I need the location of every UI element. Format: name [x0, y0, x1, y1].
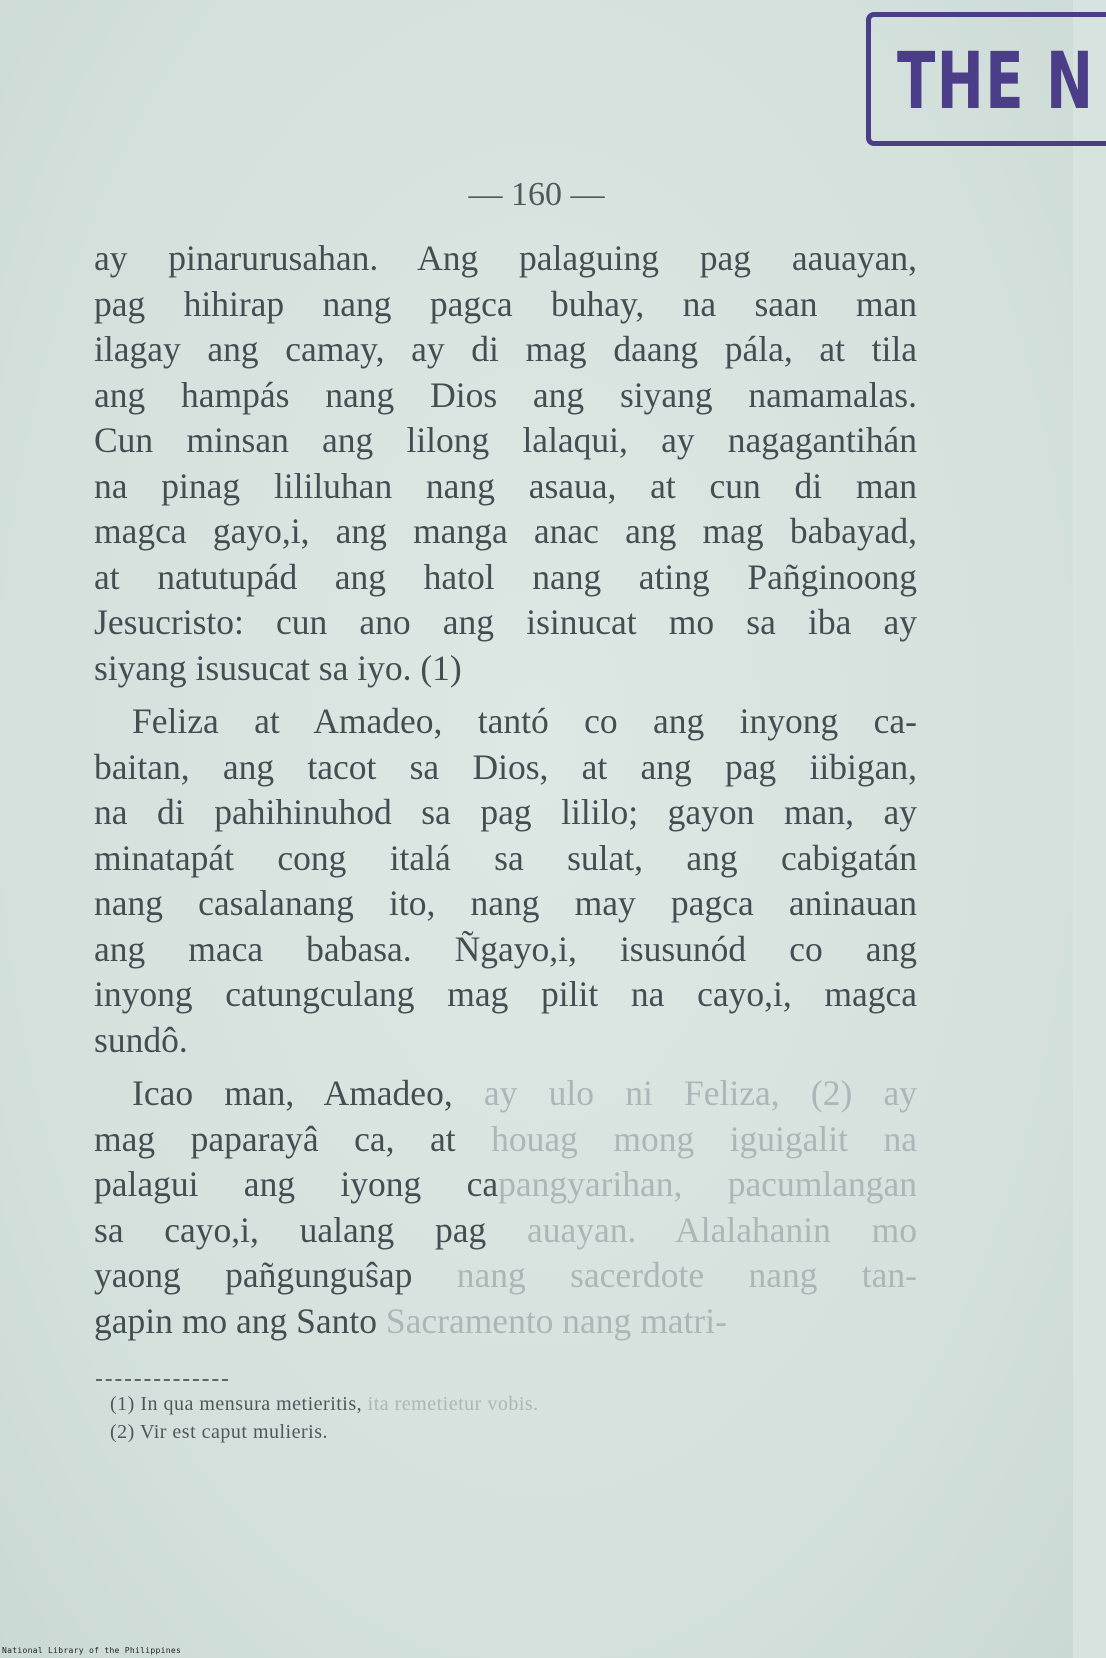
- text-line: pag hihirap nang pagca buhay, na saan man: [94, 283, 917, 324]
- footnotes: [110, 1390, 910, 1446]
- text-line: [94, 1208, 917, 1254]
- footnote-text: (2) Vir est caput mulieris.: [110, 1421, 328, 1443]
- text-segment: yaong pañgunguŝap: [94, 1255, 457, 1295]
- text-line: [94, 1162, 917, 1208]
- text-line: ay pinarurusahan. Ang palaguing pag aauayan,: [94, 238, 917, 278]
- footnote-text: (1) In qua mensura metieritis,: [110, 1393, 368, 1415]
- text-line: na di pahihinuhod sa pag lililo; gayon man, ay: [94, 792, 917, 832]
- text-line: at natutupád ang hatol nang ating Pañginoong: [94, 556, 917, 597]
- faded-text-segment: nang sacerdote nang tan-: [456, 1255, 917, 1295]
- text-line: Cun minsan ang lilong lalaqui, ay nagagantihán: [94, 420, 917, 460]
- text-line: minatapát cong italá sa sulat, ang cabigatán: [94, 837, 917, 878]
- text-segment: sa cayo,i, ualang pag: [94, 1209, 527, 1250]
- footnote: [110, 1418, 910, 1446]
- text-segment: mag paparayâ ca, at: [94, 1118, 492, 1159]
- text-line: [94, 1253, 917, 1299]
- text-line: [94, 1071, 917, 1117]
- body-text: [94, 236, 917, 1344]
- text-line: inyong catungculang mag pilit na cayo,i, magca: [94, 974, 917, 1014]
- faded-text-segment: pangyarihan, pacumlangan: [498, 1164, 917, 1204]
- faded-text-segment: houag mong iguigalit na: [491, 1118, 917, 1159]
- text-segment: palagui ang iyong ca: [94, 1164, 499, 1204]
- text-line: sundô.: [94, 1019, 188, 1060]
- footnote-rule: [96, 1379, 228, 1381]
- text-line: nang casalanang ito, nang may pagca aninauan: [94, 883, 917, 923]
- page-number: — 160 —: [468, 176, 605, 213]
- text-line: magca gayo,i, ang manga anac ang mag babayad,: [94, 511, 917, 551]
- faded-text-segment: auayan. Alalahanin mo: [527, 1209, 917, 1250]
- scan-credit: National Library of the Philippines: [2, 1646, 182, 1655]
- text-line: siyang isusucat sa iyo. (1): [94, 647, 462, 688]
- paragraph-spacer: [94, 1063, 917, 1071]
- text-line: Jesucristo: cun ano ang isinucat mo sa iba ay: [94, 602, 917, 642]
- paragraph-spacer: [94, 691, 917, 699]
- text-line: ang hampás nang Dios ang siyang namamalas.: [94, 374, 917, 415]
- text-line: ilagay ang camay, ay di mag daang pála, at tila: [94, 329, 917, 369]
- footnote: [110, 1390, 910, 1418]
- text-line: Feliza at Amadeo, tantó co ang inyong ca-: [132, 701, 917, 741]
- text-segment: gapin mo ang Santo: [94, 1300, 386, 1341]
- footnote-faded-text: ita remetietur vobis.: [367, 1393, 539, 1415]
- stamp-text: THE N: [897, 37, 1095, 127]
- faded-text-segment: ay ulo ni Feliza, (2) ay: [483, 1073, 918, 1113]
- text-line: [94, 1117, 917, 1163]
- text-line: [94, 1299, 917, 1345]
- library-stamp: [866, 12, 1106, 146]
- text-line: ang maca babasa. Ñgayo,i, isusunód co ang: [94, 928, 917, 969]
- text-line: baitan, ang tacot sa Dios, at ang pag iibigan,: [94, 746, 917, 787]
- faded-text-segment: Sacramento nang matri-: [385, 1300, 727, 1341]
- text-segment: Icao man, Amadeo,: [132, 1073, 484, 1113]
- text-line: na pinag lililuhan nang asaua, at cun di man: [94, 465, 917, 506]
